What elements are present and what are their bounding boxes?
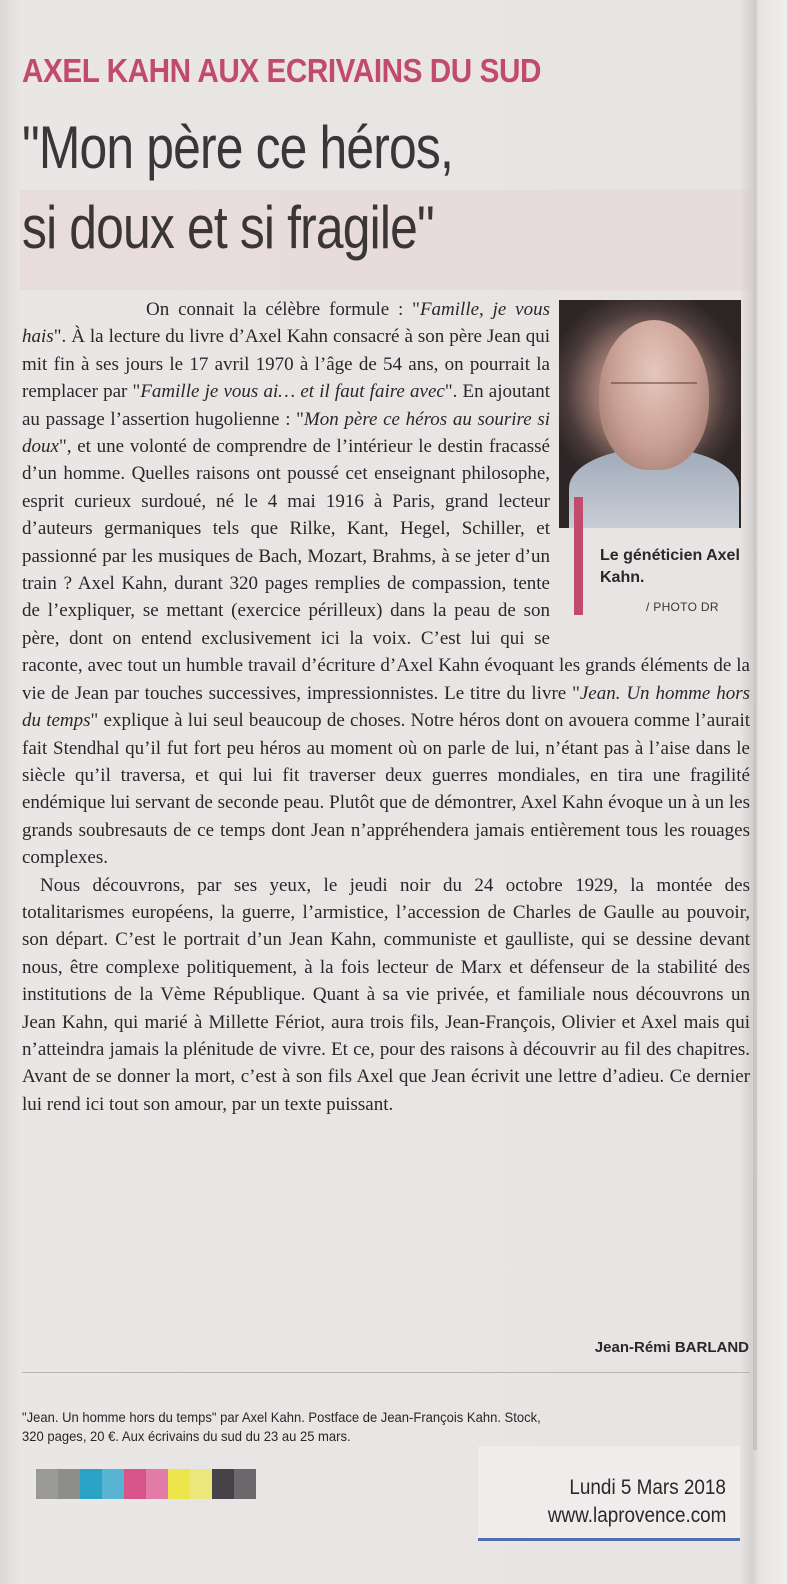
- footnote-line: "Jean. Un homme hors du temps" par Axel Kahn. Postface de Jean-François Kahn. Stock,: [22, 1409, 541, 1425]
- text-segment: On connait la célèbre formule : ": [146, 299, 420, 320]
- print-color-bar: [36, 1469, 256, 1499]
- color-swatch: [58, 1469, 80, 1499]
- publication-info: [478, 1446, 740, 1541]
- photo-caption: Le généticien Axel Kahn.: [600, 547, 740, 586]
- color-swatch: [168, 1469, 190, 1499]
- article-body: [22, 296, 750, 1118]
- book-footnote: [22, 1408, 701, 1446]
- italic-quote: Jean. Un homme hors du temps: [22, 682, 750, 732]
- text-segment: ". En ajoutant au passage l’assertion hugolienne : ": [22, 381, 550, 430]
- page-fold-edge: [753, 0, 757, 1450]
- text-segment: Nous découvrons, par ses yeux, le jeudi noir du 24 octobre 1929, la montée des totalitarismes européens, la guerre, l’armistice, l’accession de Charles de Gaulle au pouvoir, son départ. C’est le portrait d’un Jean Kahn, communiste et gaulliste, qui se dessine devant nous, être complexe politiquement, à la fois lecteur de Marx et défenseur de la stabilité des institutions de la Vème République. Quant à sa vie privée, et familiale nous découvrons un Jean Kahn, qui marié à Millette Fériot, aura trois fils, Jean-François, Olivier et Axel mais qui n’atteindra jamais la plénitude de vivre. Et ce, pour des raisons à découvrir au fil des chapitres. Avant de se donner la mort, c’est à son fils Axel que Jean écrivit une lettre d’adieu. Ce dernier lui rend ici tout son amour, par un texte puissant.: [22, 874, 750, 1115]
- text-segment: ". À la lecture du livre d’Axel Kahn consacré à son père Jean qui mit fin à ses jours le 17 avril 1970 à l’âge de 54 ans, on pourrait la remplacer par ": [22, 326, 550, 403]
- color-swatch: [80, 1469, 102, 1499]
- color-swatch: [212, 1469, 234, 1499]
- italic-quote: Famille, je vous hais: [22, 299, 551, 348]
- publication-url[interactable]: www.laprovence.com: [547, 1504, 726, 1527]
- photo-credit: / PHOTO DR: [646, 600, 719, 614]
- headline-line: "Mon père ce héros,: [22, 114, 453, 181]
- text-segment: " explique à lui seul beaucoup de choses. Notre héros dont on avouera comme l’aurait fait Stendhal qu’il fut fort peu héros au moment où on parle de lui, n’étant pas à l’aise dans le siècle qu’il traversa, et qui lui fit traverser deux guerres mondiales, en tira une fragilité endémique lui servant de seconde peau. Plutôt que de démontrer, Axel Kahn évoque un à un les grands soubresauts de ce temps dont Jean n’appréhendera jamais entièrement tous les rouages complexes.: [22, 710, 751, 869]
- article-paragraph: [22, 872, 750, 1119]
- footnote-line: 320 pages, 20 €. Aux écrivains du sud du 23 au 25 mars.: [22, 1428, 351, 1444]
- article-kicker: AXEL KAHN AUX ECRIVAINS DU SUD: [22, 52, 541, 89]
- italic-quote: Famille je vous ai… et il faut faire avec: [140, 381, 445, 403]
- color-swatch: [234, 1469, 256, 1499]
- color-swatch: [36, 1469, 58, 1499]
- photo-spacer: [550, 296, 750, 644]
- publication-date: Lundi 5 Mars 2018: [569, 1476, 726, 1499]
- author-byline: Jean-Rémi BARLAND: [594, 1339, 749, 1356]
- color-swatch: [102, 1469, 124, 1499]
- color-swatch: [146, 1469, 168, 1499]
- text-segment: ", et une volonté de comprendre de l’intérieur le destin fracassé d’un homme. Quelles raisons ont poussé cet enseignant philosophe, esprit curieux surdoué, né le 4 mai 1916 à Paris, grand lecteur d’auteurs germaniques tels que Rilke, Kant, Hegel, Schiller, et passionné par les musiques de Bach, Mozart, Brahms, à se jeter d’un train ? Axel Kahn, durant 320 pages remplies de compassion, tente de l’expliquer, se mettant (exercice périlleux) dans la peau de son père, dont on entend exclusivement ici la voix. C’est lui qui se raconte, avec tout un humble travail d’écriture d’Axel Kahn évoquant les grands éléments de la vie de Jean par touches successives, impressionnistes. Le titre du livre ": [22, 436, 750, 704]
- color-swatch: [190, 1469, 212, 1499]
- footnote-divider: [22, 1372, 750, 1373]
- color-swatch: [124, 1469, 146, 1499]
- italic-quote: Mon père ce héros au sourire si doux: [22, 408, 550, 458]
- headline-line: si doux et si fragile": [22, 194, 434, 261]
- article-headline: [22, 108, 636, 268]
